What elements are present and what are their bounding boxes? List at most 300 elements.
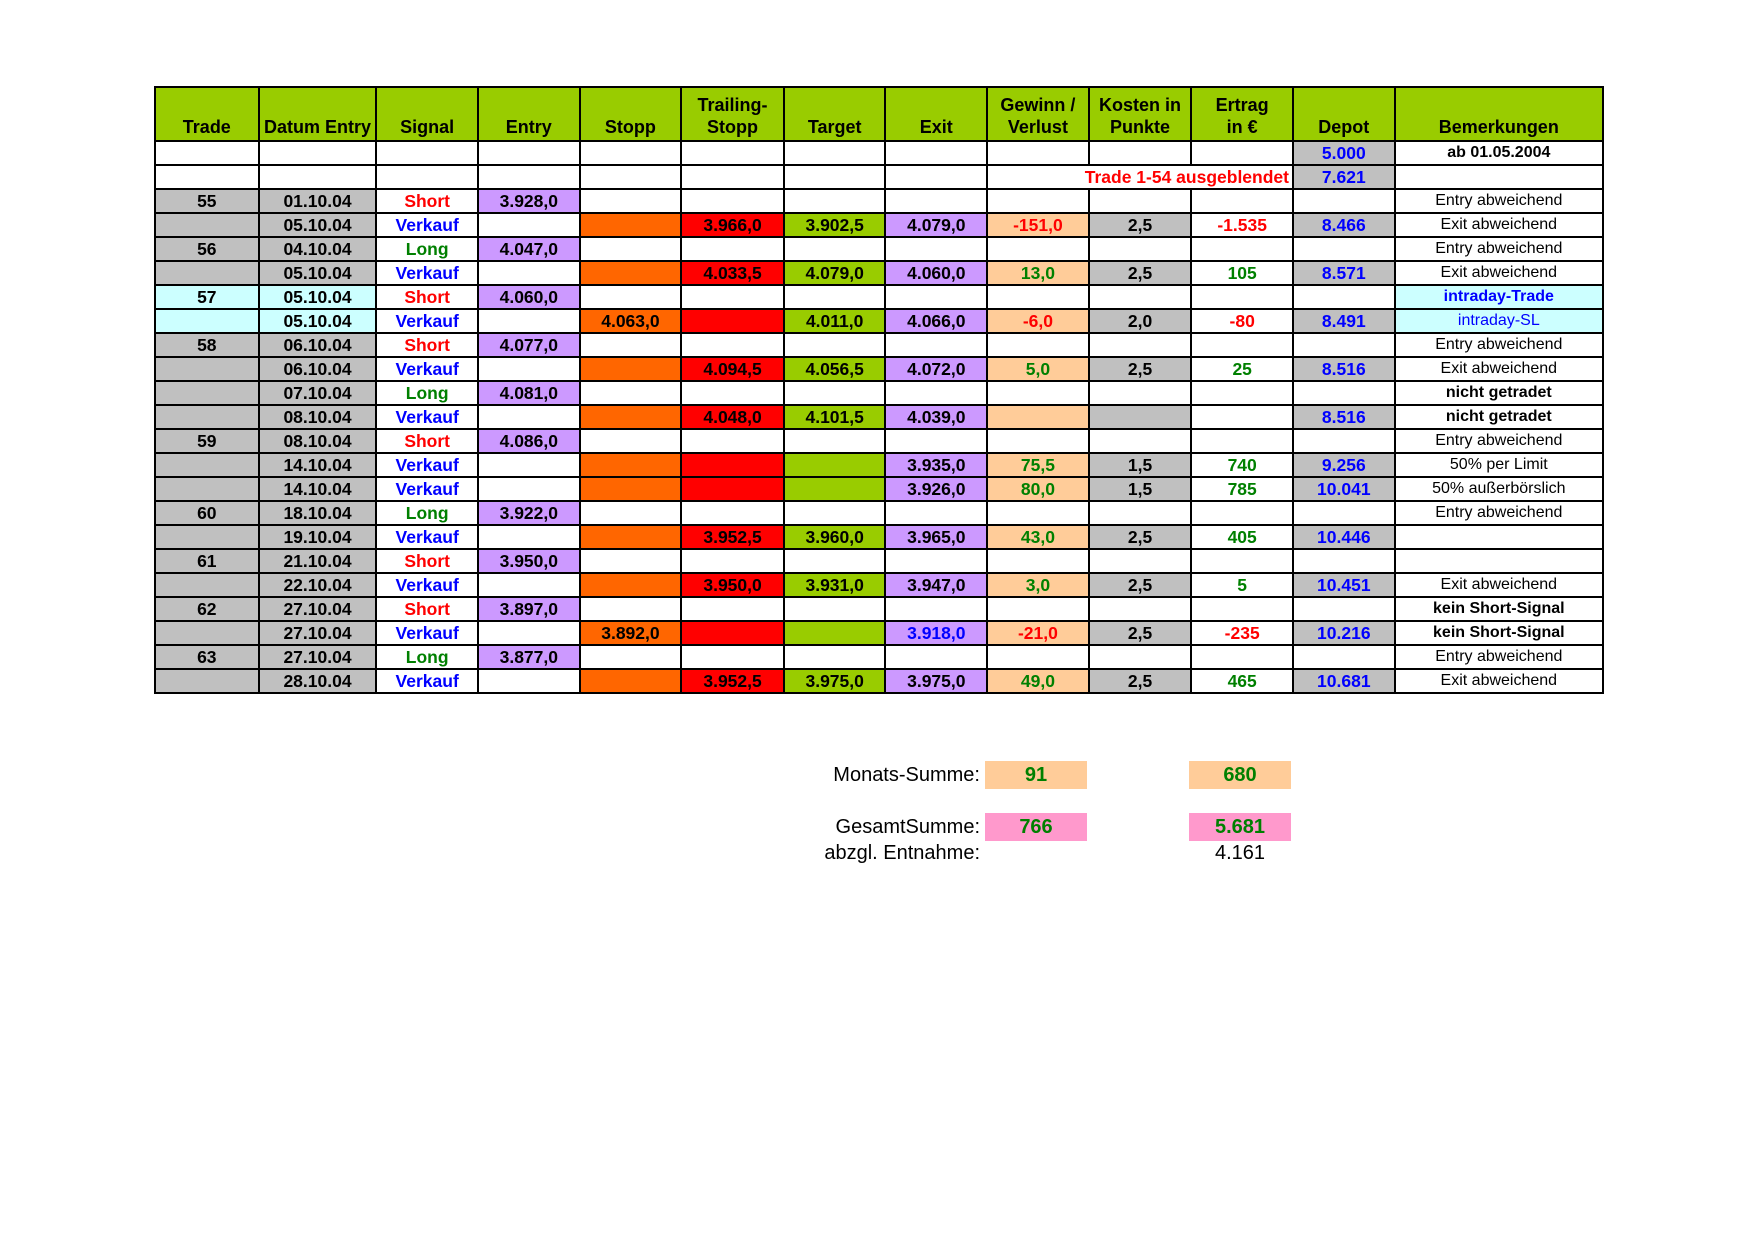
date-cell: 27.10.04 xyxy=(259,597,377,621)
trailing-stopp-cell xyxy=(681,549,784,573)
gewinn-verlust-cell: 80,0 xyxy=(987,477,1089,501)
ertrag-cell: 405 xyxy=(1191,525,1293,549)
depot-cell: 7.621 xyxy=(1293,165,1395,189)
note-cell: Entry abweichend xyxy=(1395,237,1603,261)
ertrag-cell xyxy=(1191,381,1293,405)
table-row xyxy=(155,501,1603,525)
trade-number-cell: 61 xyxy=(155,549,259,573)
trade-number-cell xyxy=(155,525,259,549)
note-cell: nicht getradet xyxy=(1395,405,1603,429)
table-row xyxy=(155,669,1603,693)
trade-number-cell xyxy=(155,213,259,237)
header-row xyxy=(155,87,1603,141)
stopp-cell xyxy=(580,669,682,693)
exit-cell xyxy=(885,333,987,357)
trade-number-cell: 58 xyxy=(155,333,259,357)
gewinn-verlust-cell xyxy=(987,501,1089,525)
empty-cell xyxy=(987,141,1089,165)
note-cell: intraday-Trade xyxy=(1395,285,1603,309)
signal-cell: Verkauf xyxy=(376,405,478,429)
date-cell: 01.10.04 xyxy=(259,189,377,213)
depot-cell xyxy=(1293,189,1395,213)
entry-cell: 3.897,0 xyxy=(478,597,580,621)
stopp-cell: 4.063,0 xyxy=(580,309,682,333)
note-cell: Entry abweichend xyxy=(1395,645,1603,669)
date-cell: 18.10.04 xyxy=(259,501,377,525)
target-cell: 4.011,0 xyxy=(784,309,886,333)
trade-number-cell: 55 xyxy=(155,189,259,213)
entry-cell: 4.077,0 xyxy=(478,333,580,357)
column-header: Datum Entry xyxy=(259,87,377,141)
trade-number-cell xyxy=(155,405,259,429)
ertrag-cell xyxy=(1191,285,1293,309)
kosten-cell xyxy=(1089,333,1192,357)
entry-cell: 3.950,0 xyxy=(478,549,580,573)
gewinn-verlust-cell xyxy=(987,381,1089,405)
gewinn-verlust-cell xyxy=(987,645,1089,669)
signal-cell: Verkauf xyxy=(376,309,478,333)
kosten-cell: 2,5 xyxy=(1089,573,1192,597)
table-row xyxy=(155,381,1603,405)
depot-cell: 8.571 xyxy=(1293,261,1395,285)
stopp-cell xyxy=(580,477,682,501)
ertrag-cell xyxy=(1191,645,1293,669)
empty-cell xyxy=(885,141,987,165)
stopp-cell xyxy=(580,189,682,213)
column-header: Ertrag in € xyxy=(1191,87,1293,141)
exit-cell: 4.072,0 xyxy=(885,357,987,381)
note-cell: 50% außerbörslich xyxy=(1395,477,1603,501)
column-header: Depot xyxy=(1293,87,1395,141)
kosten-cell xyxy=(1089,285,1192,309)
trailing-stopp-cell xyxy=(681,645,784,669)
note-cell: Exit abweichend xyxy=(1395,213,1603,237)
exit-cell xyxy=(885,645,987,669)
target-cell: 3.902,5 xyxy=(784,213,886,237)
trailing-stopp-cell: 4.048,0 xyxy=(681,405,784,429)
empty-cell xyxy=(478,165,580,189)
column-header: Target xyxy=(784,87,886,141)
depot-cell: 8.466 xyxy=(1293,213,1395,237)
trailing-stopp-cell xyxy=(681,501,784,525)
table-row xyxy=(155,237,1603,261)
exit-cell xyxy=(885,381,987,405)
depot-cell xyxy=(1293,429,1395,453)
depot-cell: 10.216 xyxy=(1293,621,1395,645)
stopp-cell xyxy=(580,549,682,573)
trade-number-cell xyxy=(155,669,259,693)
signal-cell: Verkauf xyxy=(376,621,478,645)
trade-number-cell xyxy=(155,477,259,501)
date-cell: 14.10.04 xyxy=(259,453,377,477)
depot-cell xyxy=(1293,597,1395,621)
gewinn-verlust-cell: 43,0 xyxy=(987,525,1089,549)
entry-cell: 4.081,0 xyxy=(478,381,580,405)
trailing-stopp-cell xyxy=(681,453,784,477)
table-row xyxy=(155,621,1603,645)
signal-cell: Long xyxy=(376,501,478,525)
ertrag-cell: 740 xyxy=(1191,453,1293,477)
table-row xyxy=(155,285,1603,309)
trailing-stopp-cell xyxy=(681,477,784,501)
entry-cell: 3.928,0 xyxy=(478,189,580,213)
note-cell: Exit abweichend xyxy=(1395,573,1603,597)
kosten-cell: 2,5 xyxy=(1089,261,1192,285)
date-cell: 21.10.04 xyxy=(259,549,377,573)
entry-cell xyxy=(478,453,580,477)
table-row xyxy=(155,357,1603,381)
gewinn-verlust-cell: -151,0 xyxy=(987,213,1089,237)
exit-cell xyxy=(885,597,987,621)
ertrag-cell: 25 xyxy=(1191,357,1293,381)
ertrag-cell xyxy=(1191,189,1293,213)
date-cell: 27.10.04 xyxy=(259,621,377,645)
entry-cell: 3.922,0 xyxy=(478,501,580,525)
empty-cell xyxy=(1089,141,1192,165)
date-cell: 06.10.04 xyxy=(259,357,377,381)
column-header: Trade xyxy=(155,87,259,141)
target-cell: 4.079,0 xyxy=(784,261,886,285)
signal-cell: Verkauf xyxy=(376,357,478,381)
ertrag-cell: 465 xyxy=(1191,669,1293,693)
ertrag-cell: -235 xyxy=(1191,621,1293,645)
date-cell: 08.10.04 xyxy=(259,429,377,453)
gewinn-verlust-cell xyxy=(987,189,1089,213)
note-cell xyxy=(1395,525,1603,549)
exit-cell: 4.039,0 xyxy=(885,405,987,429)
target-cell xyxy=(784,333,886,357)
trailing-stopp-cell xyxy=(681,381,784,405)
note-cell: 50% per Limit xyxy=(1395,453,1603,477)
exit-cell: 4.066,0 xyxy=(885,309,987,333)
note-cell xyxy=(1395,165,1603,189)
gewinn-verlust-cell xyxy=(987,237,1089,261)
stopp-cell xyxy=(580,333,682,357)
ertrag-cell xyxy=(1191,429,1293,453)
entry-cell xyxy=(478,573,580,597)
signal-cell: Verkauf xyxy=(376,669,478,693)
target-cell xyxy=(784,453,886,477)
stopp-cell xyxy=(580,429,682,453)
signal-cell: Verkauf xyxy=(376,261,478,285)
trade-number-cell xyxy=(155,573,259,597)
kosten-cell: 2,5 xyxy=(1089,213,1192,237)
gesamt-summe-punkte: 766 xyxy=(985,813,1087,841)
kosten-cell xyxy=(1089,381,1192,405)
trade-number-cell xyxy=(155,621,259,645)
trailing-stopp-cell xyxy=(681,309,784,333)
target-cell xyxy=(784,189,886,213)
trailing-stopp-cell xyxy=(681,621,784,645)
kosten-cell xyxy=(1089,549,1192,573)
trade-number-cell xyxy=(155,261,259,285)
date-cell: 14.10.04 xyxy=(259,477,377,501)
signal-cell: Verkauf xyxy=(376,477,478,501)
stopp-cell xyxy=(580,453,682,477)
entry-cell: 4.047,0 xyxy=(478,237,580,261)
depot-cell xyxy=(1293,549,1395,573)
signal-cell: Verkauf xyxy=(376,213,478,237)
depot-cell xyxy=(1293,501,1395,525)
ertrag-cell xyxy=(1191,405,1293,429)
gesamt-summe-ertrag: 5.681 xyxy=(1189,813,1291,841)
column-header: Gewinn / Verlust xyxy=(987,87,1089,141)
stopp-cell xyxy=(580,285,682,309)
stopp-cell xyxy=(580,573,682,597)
entnahme-value: 4.161 xyxy=(1214,842,1266,864)
depot-cell xyxy=(1293,645,1395,669)
entry-cell xyxy=(478,309,580,333)
table-row xyxy=(155,573,1603,597)
depot-cell: 5.000 xyxy=(1293,141,1395,165)
trailing-stopp-cell xyxy=(681,333,784,357)
note-cell: Exit abweichend xyxy=(1395,357,1603,381)
kosten-cell: 2,5 xyxy=(1089,357,1192,381)
date-cell: 05.10.04 xyxy=(259,285,377,309)
table-row xyxy=(155,141,1603,165)
trade-number-cell: 56 xyxy=(155,237,259,261)
table-row xyxy=(155,477,1603,501)
kosten-cell: 2,0 xyxy=(1089,309,1192,333)
stopp-cell xyxy=(580,645,682,669)
target-cell xyxy=(784,501,886,525)
stopp-cell xyxy=(580,525,682,549)
trailing-stopp-cell: 3.950,0 xyxy=(681,573,784,597)
gewinn-verlust-cell xyxy=(987,429,1089,453)
kosten-cell xyxy=(1089,501,1192,525)
note-cell: ab 01.05.2004 xyxy=(1395,141,1603,165)
trade-number-cell: 59 xyxy=(155,429,259,453)
trailing-stopp-cell: 4.094,5 xyxy=(681,357,784,381)
empty-cell xyxy=(259,165,377,189)
target-cell xyxy=(784,597,886,621)
column-header: Kosten in Punkte xyxy=(1089,87,1192,141)
target-cell xyxy=(784,549,886,573)
depot-cell: 9.256 xyxy=(1293,453,1395,477)
ertrag-cell xyxy=(1191,237,1293,261)
gewinn-verlust-cell: 49,0 xyxy=(987,669,1089,693)
gewinn-verlust-cell: 5,0 xyxy=(987,357,1089,381)
exit-cell xyxy=(885,429,987,453)
depot-cell: 10.451 xyxy=(1293,573,1395,597)
empty-cell xyxy=(784,141,886,165)
exit-cell xyxy=(885,189,987,213)
table-row xyxy=(155,645,1603,669)
gewinn-verlust-cell: 75,5 xyxy=(987,453,1089,477)
entry-cell: 4.060,0 xyxy=(478,285,580,309)
ertrag-cell: 5 xyxy=(1191,573,1293,597)
trade-number-cell xyxy=(155,357,259,381)
kosten-cell xyxy=(1089,189,1192,213)
target-cell xyxy=(784,429,886,453)
signal-cell: Short xyxy=(376,333,478,357)
depot-cell: 10.681 xyxy=(1293,669,1395,693)
empty-cell xyxy=(885,165,987,189)
note-cell: kein Short-Signal xyxy=(1395,597,1603,621)
trade-number-cell xyxy=(155,309,259,333)
note-cell: Entry abweichend xyxy=(1395,429,1603,453)
kosten-cell xyxy=(1089,597,1192,621)
signal-cell: Short xyxy=(376,597,478,621)
note-cell: Exit abweichend xyxy=(1395,669,1603,693)
gewinn-verlust-cell xyxy=(987,405,1089,429)
empty-cell xyxy=(155,141,259,165)
signal-cell: Short xyxy=(376,189,478,213)
stopp-cell xyxy=(580,213,682,237)
stopp-cell: 3.892,0 xyxy=(580,621,682,645)
trade-number-cell xyxy=(155,453,259,477)
empty-cell xyxy=(1191,141,1293,165)
column-header: Entry xyxy=(478,87,580,141)
depot-cell: 8.516 xyxy=(1293,357,1395,381)
ertrag-cell xyxy=(1191,597,1293,621)
entry-cell xyxy=(478,477,580,501)
signal-cell: Long xyxy=(376,237,478,261)
empty-cell xyxy=(784,165,886,189)
depot-cell xyxy=(1293,333,1395,357)
exit-cell xyxy=(885,285,987,309)
kosten-cell: 1,5 xyxy=(1089,453,1192,477)
note-cell: Entry abweichend xyxy=(1395,501,1603,525)
ertrag-cell: -80 xyxy=(1191,309,1293,333)
exit-cell xyxy=(885,501,987,525)
kosten-cell: 2,5 xyxy=(1089,669,1192,693)
target-cell: 3.975,0 xyxy=(784,669,886,693)
ertrag-cell: 785 xyxy=(1191,477,1293,501)
signal-cell: Verkauf xyxy=(376,573,478,597)
target-cell: 4.056,5 xyxy=(784,357,886,381)
date-cell: 05.10.04 xyxy=(259,261,377,285)
entry-cell xyxy=(478,525,580,549)
empty-cell xyxy=(376,141,478,165)
trailing-stopp-cell xyxy=(681,285,784,309)
kosten-cell xyxy=(1089,237,1192,261)
empty-cell xyxy=(681,165,784,189)
gewinn-verlust-cell xyxy=(987,333,1089,357)
target-cell: 3.960,0 xyxy=(784,525,886,549)
date-cell: 28.10.04 xyxy=(259,669,377,693)
note-cell: Entry abweichend xyxy=(1395,189,1603,213)
column-header: Stopp xyxy=(580,87,682,141)
trailing-stopp-cell: 3.952,5 xyxy=(681,669,784,693)
stopp-cell xyxy=(580,381,682,405)
table-row xyxy=(155,549,1603,573)
depot-cell: 10.446 xyxy=(1293,525,1395,549)
entry-cell xyxy=(478,357,580,381)
column-header: Exit xyxy=(885,87,987,141)
gewinn-verlust-cell xyxy=(987,285,1089,309)
column-header: Bemerkungen xyxy=(1395,87,1603,141)
target-cell xyxy=(784,285,886,309)
empty-cell xyxy=(580,141,682,165)
depot-cell: 8.491 xyxy=(1293,309,1395,333)
kosten-cell xyxy=(1089,645,1192,669)
signal-cell: Long xyxy=(376,645,478,669)
trailing-stopp-cell: 4.033,5 xyxy=(681,261,784,285)
table-row xyxy=(155,429,1603,453)
gewinn-verlust-cell: -6,0 xyxy=(987,309,1089,333)
ertrag-cell xyxy=(1191,549,1293,573)
exit-cell xyxy=(885,237,987,261)
exit-cell: 4.060,0 xyxy=(885,261,987,285)
trailing-stopp-cell xyxy=(681,429,784,453)
date-cell: 22.10.04 xyxy=(259,573,377,597)
target-cell: 4.101,5 xyxy=(784,405,886,429)
ertrag-cell: 105 xyxy=(1191,261,1293,285)
table-row xyxy=(155,453,1603,477)
signal-cell: Verkauf xyxy=(376,525,478,549)
depot-cell xyxy=(1293,381,1395,405)
table-row xyxy=(155,309,1603,333)
entry-cell xyxy=(478,405,580,429)
date-cell: 07.10.04 xyxy=(259,381,377,405)
depot-cell xyxy=(1293,285,1395,309)
kosten-cell: 1,5 xyxy=(1089,477,1192,501)
table-row xyxy=(155,213,1603,237)
gewinn-verlust-cell xyxy=(987,549,1089,573)
entry-cell xyxy=(478,213,580,237)
exit-cell: 3.965,0 xyxy=(885,525,987,549)
signal-cell: Verkauf xyxy=(376,453,478,477)
exit-cell: 3.918,0 xyxy=(885,621,987,645)
signal-cell: Short xyxy=(376,549,478,573)
date-cell: 05.10.04 xyxy=(259,309,377,333)
trailing-stopp-cell xyxy=(681,237,784,261)
stopp-cell xyxy=(580,501,682,525)
table-row xyxy=(155,525,1603,549)
monats-summe-punkte: 91 xyxy=(985,761,1087,789)
exit-cell: 4.079,0 xyxy=(885,213,987,237)
signal-cell: Short xyxy=(376,429,478,453)
depot-cell xyxy=(1293,237,1395,261)
entry-cell xyxy=(478,669,580,693)
date-cell: 04.10.04 xyxy=(259,237,377,261)
entry-cell: 4.086,0 xyxy=(478,429,580,453)
note-cell: kein Short-Signal xyxy=(1395,621,1603,645)
empty-cell xyxy=(580,165,682,189)
table-row xyxy=(155,165,1603,189)
target-cell xyxy=(784,237,886,261)
entnahme-label: abzgl. Entnahme: xyxy=(824,842,980,864)
kosten-cell xyxy=(1089,429,1192,453)
monats-summe-label: Monats-Summe: xyxy=(833,764,980,786)
kosten-cell: 2,5 xyxy=(1089,525,1192,549)
signal-cell: Long xyxy=(376,381,478,405)
kosten-cell: 2,5 xyxy=(1089,621,1192,645)
trade-number-cell xyxy=(155,381,259,405)
note-cell: Entry abweichend xyxy=(1395,333,1603,357)
trade-number-cell: 57 xyxy=(155,285,259,309)
target-cell xyxy=(784,477,886,501)
exit-cell: 3.926,0 xyxy=(885,477,987,501)
ertrag-cell xyxy=(1191,501,1293,525)
trade-number-cell: 60 xyxy=(155,501,259,525)
empty-cell xyxy=(155,165,259,189)
target-cell: 3.931,0 xyxy=(784,573,886,597)
date-cell: 08.10.04 xyxy=(259,405,377,429)
exit-cell: 3.935,0 xyxy=(885,453,987,477)
signal-cell: Short xyxy=(376,285,478,309)
table-row xyxy=(155,333,1603,357)
column-header: Trailing- Stopp xyxy=(681,87,784,141)
kosten-cell xyxy=(1089,405,1192,429)
table-row xyxy=(155,597,1603,621)
trailing-stopp-cell: 3.966,0 xyxy=(681,213,784,237)
trade-table xyxy=(154,86,1604,694)
target-cell xyxy=(784,381,886,405)
trade-number-cell: 63 xyxy=(155,645,259,669)
ertrag-cell xyxy=(1191,333,1293,357)
